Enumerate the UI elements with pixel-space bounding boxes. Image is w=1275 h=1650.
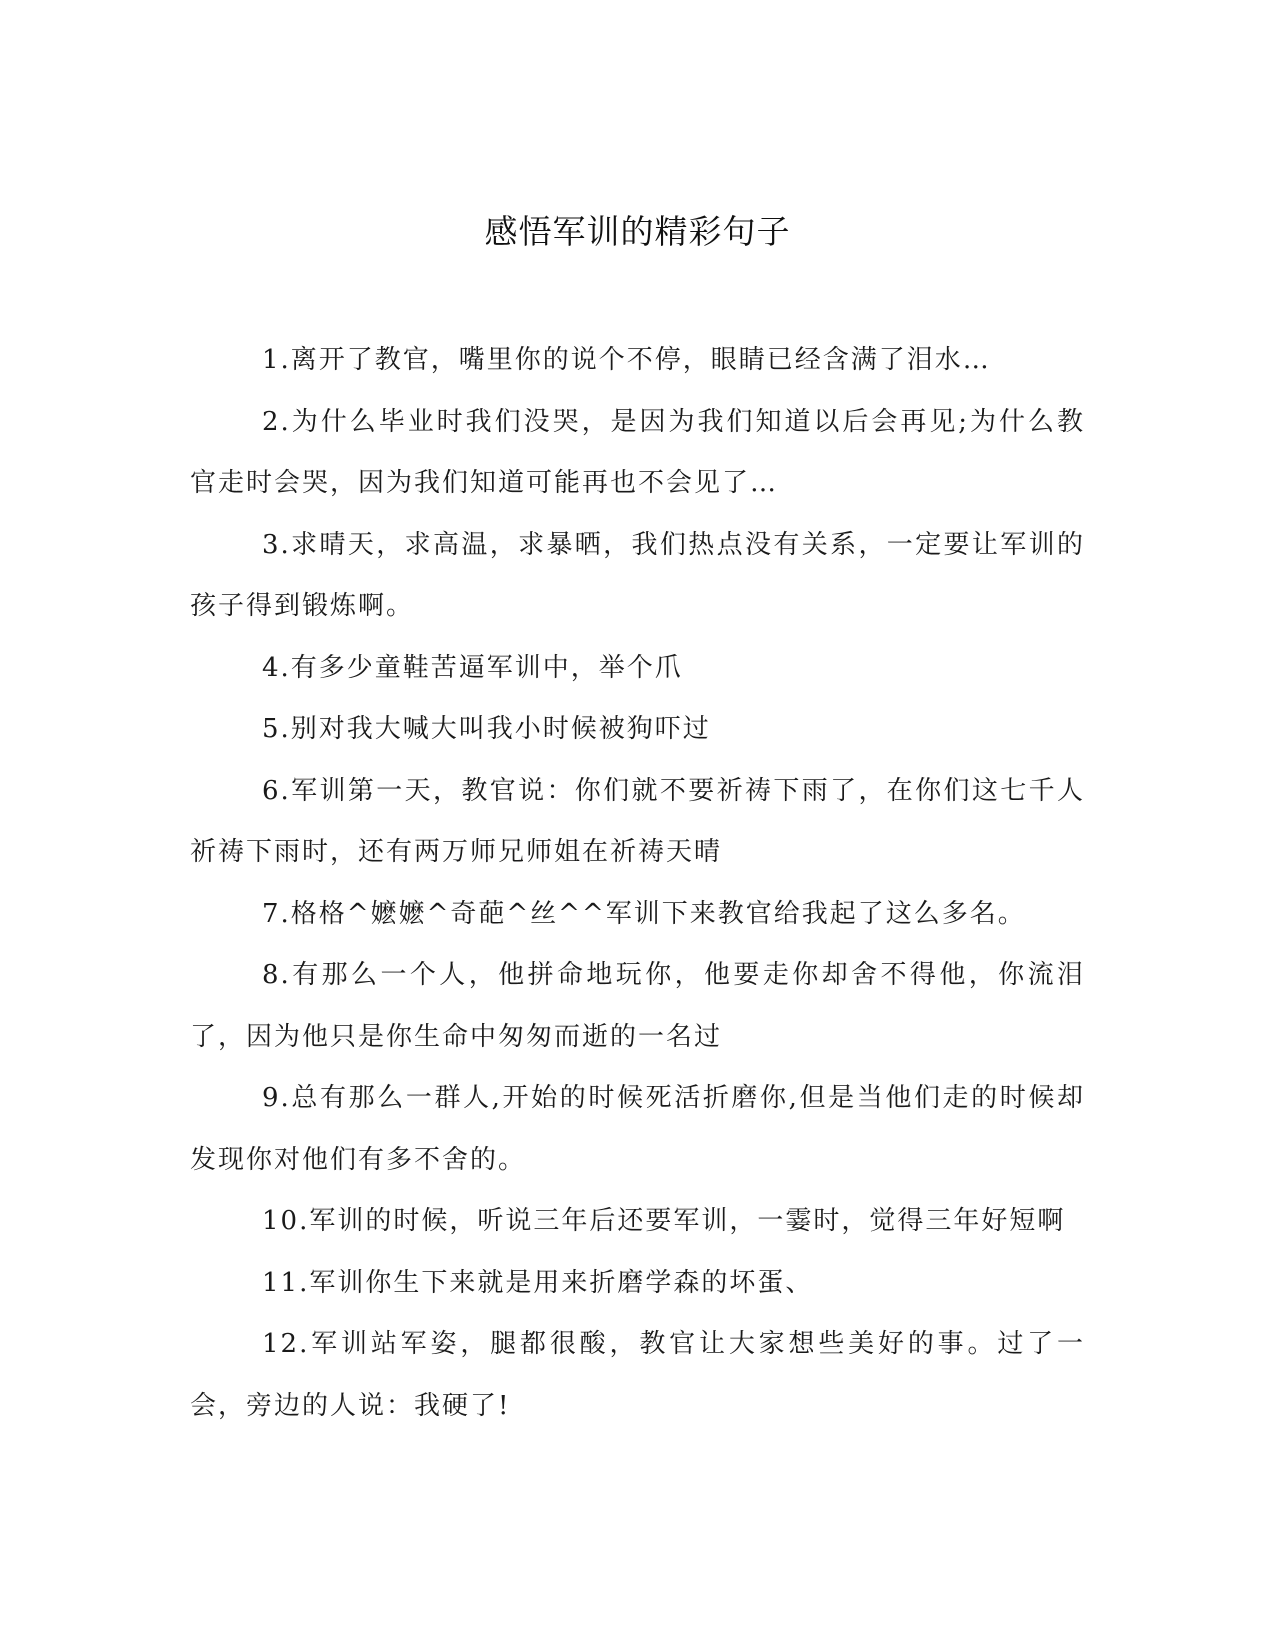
paragraph-3: 3.求晴天，求高温，求暴晒，我们热点没有关系，一定要让军训的孩子得到锻炼啊。 xyxy=(190,529,1085,621)
page-title: 感悟军训的精彩句子 xyxy=(484,212,791,251)
paragraph-11: 11.军训你生下来就是用来折磨学森的坏蛋、 xyxy=(262,1267,814,1298)
paragraph-4: 4.有多少童鞋苦逼军训中，举个爪 xyxy=(262,652,683,683)
paragraph-2: 2.为什么毕业时我们没哭，是因为我们知道以后会再见;为什么教官走时会哭，因为我们知道可能再也不会见了… xyxy=(190,406,1085,498)
paragraph-6: 6.军训第一天，教官说：你们就不要祈祷下雨了，在你们这七千人祈祷下雨时，还有两万师兄师姐在祈祷天晴 xyxy=(190,775,1085,867)
paragraph-10: 10.军训的时候，听说三年后还要军训，一霎时，觉得三年好短啊 xyxy=(262,1206,1066,1236)
paragraph-7: 7.格格^嬷嬷^奇葩^丝^^军训下来教官给我起了这么多名。 xyxy=(262,898,1026,929)
document-body xyxy=(190,330,1085,1437)
paragraph-12: 12.军训站军姿，腿都很酸，教官让大家想些美好的事。过了一会，旁边的人说：我硬了! xyxy=(190,1329,1085,1421)
paragraph-5: 5.别对我大喊大叫我小时候被狗吓过 xyxy=(262,714,711,744)
paragraph-1: 1.离开了教官，嘴里你的说个不停，眼睛已经含满了泪水… xyxy=(262,345,991,375)
paragraph-8: 8.有那么一个人，他拼命地玩你，他要走你却舍不得他，你流泪了，因为他只是你生命中匆匆而逝的一名过 xyxy=(190,960,1085,1052)
paragraph-9: 9.总有那么一群人,开始的时候死活折磨你,但是当他们走的时候却发现你对他们有多不舍的。 xyxy=(190,1083,1085,1175)
